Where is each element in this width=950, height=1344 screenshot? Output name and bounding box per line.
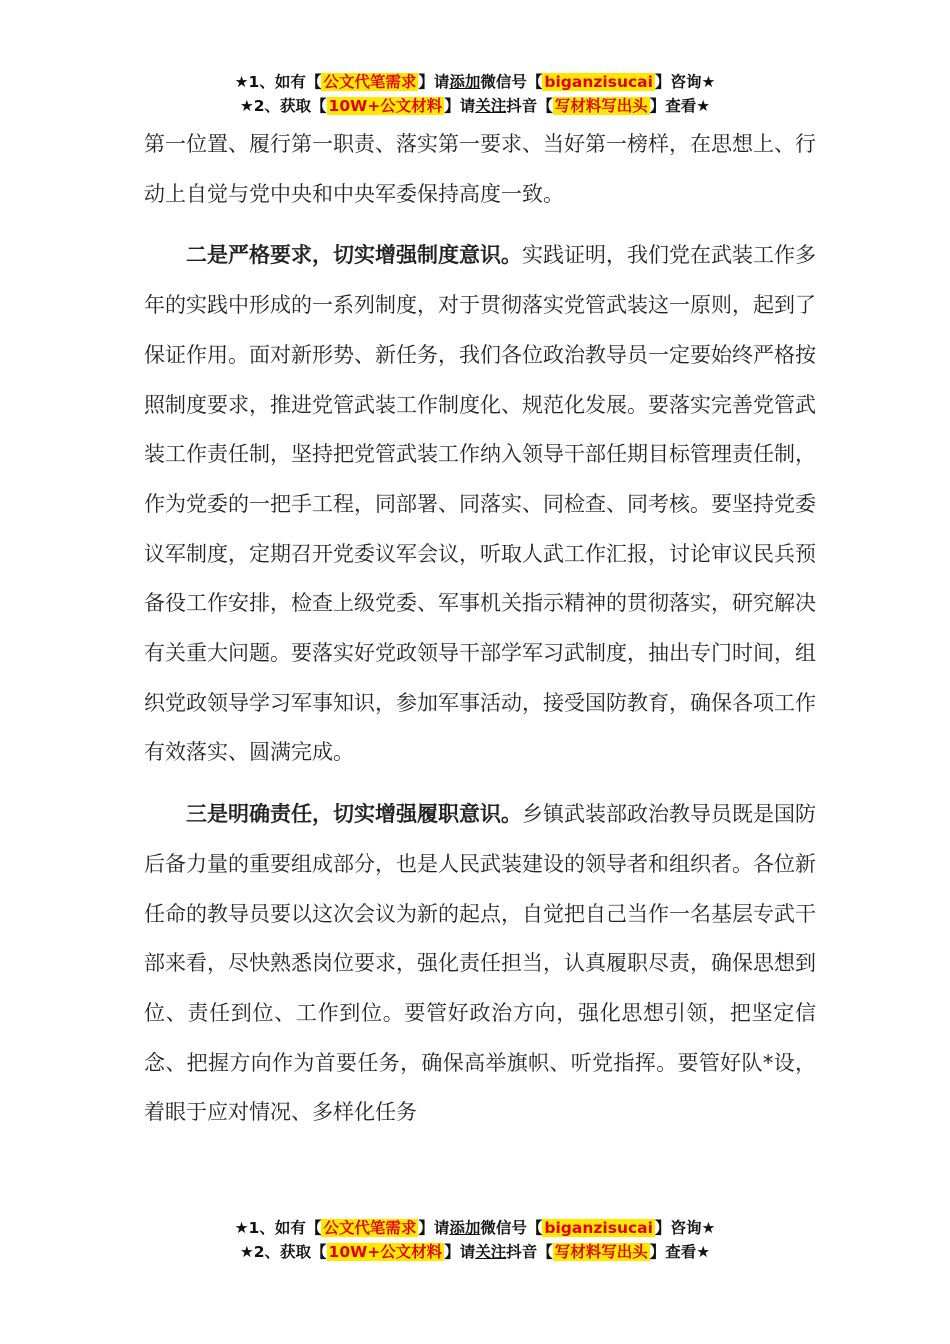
banner-text: 微信号【 xyxy=(480,73,543,91)
banner-text: ★2、获取【 xyxy=(239,1243,327,1261)
banner-highlight: biganzisucai xyxy=(544,1219,653,1237)
banner-underlined: 添加 xyxy=(449,73,481,91)
paragraph-lead: 三是明确责任，切实增强履职意识。 xyxy=(186,802,522,827)
banner-highlight: 写材料写出头 xyxy=(554,97,648,115)
banner-text: 】请 xyxy=(444,97,476,115)
banner-line-2 xyxy=(0,94,950,118)
paragraph-2 xyxy=(144,231,816,778)
banner-text: ★2、获取【 xyxy=(239,97,327,115)
banner-text: 】查看★ xyxy=(649,97,711,115)
banner-highlight: 公文代笔需求 xyxy=(323,73,417,91)
banner-text: ★1、如有【 xyxy=(234,1219,322,1237)
banner-text: 抖音【 xyxy=(506,97,553,115)
banner-underlined: 添加 xyxy=(449,1219,481,1237)
header-banner xyxy=(0,70,950,118)
banner-highlight: 10W+公文材料 xyxy=(328,1243,443,1261)
banner-text: 】咨询★ xyxy=(654,1219,716,1237)
banner-line-1 xyxy=(0,70,950,94)
paragraph-text: 实践证明，我们党在武装工作多年的实践中形成的一系列制度，对于贯彻落实党管武装这一原则，起到了保证作用。面对新形势、新任务，我们各位政治教导员一定要始终严格按照制度要求，推进党管武装工作制度化、规范化发展。要落实完善党管武装工作责任制，坚持把党管武装工作纳入领导干部任期目标管理责任制，作为党委的一把手工程，同部署、同落实、同检查、同考核。要坚持党委议军制度，定期召开党委议军会议，听取人武工作汇报，讨论审议民兵预备役工作安排，检查上级党委、军事机关指示精神的贯彻落实，研究解决有关重大问题。要落实好党政领导干部学军习武制度，抽出专门时间，组织党政领导学习军事知识，参加军事活动，接受国防教育，确保各项工作有效落实、圆满完成。 xyxy=(144,243,816,765)
paragraph-continuation xyxy=(144,120,816,219)
paragraph-text: 乡镇武装部政治教导员既是国防后备力量的重要组成部分，也是人民武装建设的领导者和组织者。各位新任命的教导员要以这次会议为新的起点，自觉把自己当作一名基层专武干部来看，尽快熟悉岗位要求，强化责任担当，认真履职尽责，确保思想到位、责任到位、工作到位。要管好政治方向，强化思想引领，把坚定信念、把握方向作为首要任务，确保高举旗帜、听党指挥。要管好队*设，着眼于应对情况、多样化任务 xyxy=(144,802,816,1125)
banner-line-1 xyxy=(0,1216,950,1240)
banner-text: 抖音【 xyxy=(506,1243,553,1261)
banner-text: 】咨询★ xyxy=(654,73,716,91)
banner-line-2 xyxy=(0,1240,950,1264)
banner-text: 】查看★ xyxy=(649,1243,711,1261)
banner-text: 微信号【 xyxy=(480,1219,543,1237)
banner-highlight: 公文代笔需求 xyxy=(323,1219,417,1237)
banner-highlight: 10W+公文材料 xyxy=(328,97,443,115)
banner-text: 】请 xyxy=(418,73,450,91)
banner-text: 】请 xyxy=(444,1243,476,1261)
document-body xyxy=(144,120,816,1138)
footer-banner xyxy=(0,1216,950,1264)
banner-underlined: 关注 xyxy=(475,1243,507,1261)
banner-text: ★1、如有【 xyxy=(234,73,322,91)
paragraph-text: 第一位置、履行第一职责、落实第一要求、当好第一榜样，在思想上、行动上自觉与党中央和中央军委保持高度一致。 xyxy=(144,132,816,206)
banner-text: 】请 xyxy=(418,1219,450,1237)
banner-highlight: biganzisucai xyxy=(544,73,653,91)
banner-underlined: 关注 xyxy=(475,97,507,115)
paragraph-lead: 二是严格要求，切实增强制度意识。 xyxy=(186,243,522,268)
banner-highlight: 写材料写出头 xyxy=(554,1243,648,1261)
paragraph-3 xyxy=(144,790,816,1138)
